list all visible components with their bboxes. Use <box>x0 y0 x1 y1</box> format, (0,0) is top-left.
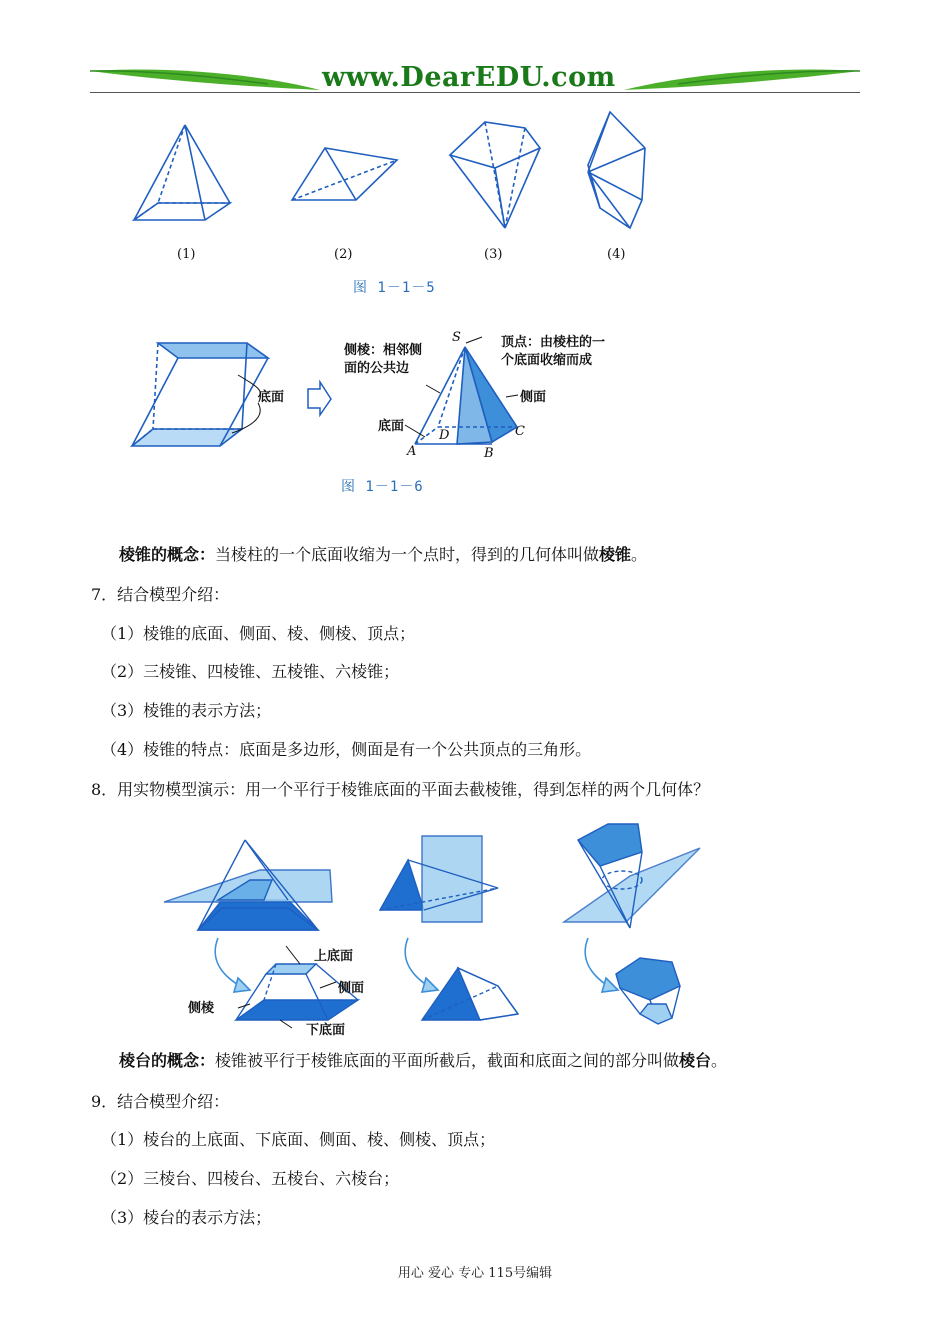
inverted-cut-plane-icon <box>564 824 700 928</box>
pyramid-2-icon <box>292 148 397 200</box>
period: 。 <box>711 1051 728 1070</box>
pyramid-concept-body: 当棱柱的一个底面收缩为一个点时，得到的几何体叫做 <box>215 545 600 564</box>
item-7: 7．结合模型介绍： <box>91 585 230 604</box>
pyramid-concept-paragraph <box>119 545 647 565</box>
frustum-concept-body: 棱锥被平行于棱锥底面的平面所截后，截面和底面之间的部分叫做 <box>215 1051 680 1070</box>
pyramid-base-label: 底面 <box>378 419 405 434</box>
lateral-edge-label-line1: 侧棱：相邻侧 <box>344 343 423 358</box>
vertex-d-label: D <box>439 428 450 443</box>
pyramid-4-icon <box>588 112 645 228</box>
vertex-a-label: A <box>407 444 417 459</box>
pyramid-shapes-figure <box>120 110 660 240</box>
item-9-2: （2）三棱台、四棱台、五棱台、六棱台； <box>101 1169 400 1188</box>
pyramid-cut-plane-icon <box>164 840 332 930</box>
item-7-1: （1）棱锥的底面、侧面、棱、侧棱、顶点； <box>101 624 416 643</box>
frustum-concept-paragraph <box>119 1051 727 1071</box>
item-7-3: （3）棱锥的表示方法； <box>101 701 272 720</box>
logo-text: www.DearEDU.com <box>322 62 616 93</box>
item-9-1: （1）棱台的上底面、下底面、侧面、棱、侧棱、顶点； <box>101 1130 496 1149</box>
top-base-label: 上底面 <box>314 949 354 964</box>
prism-to-pyramid-figure <box>120 325 550 465</box>
figure-caption-1-1-6: 图 1－1－6 <box>341 479 424 495</box>
bottom-base-label: 下底面 <box>306 1023 346 1038</box>
pyramid-concept-end: 棱锥 <box>599 545 632 564</box>
triangular-cut-plane-icon <box>380 836 498 922</box>
frustum-side-label: 侧面 <box>338 981 365 996</box>
figure-label-3: (3) <box>484 247 503 262</box>
prism-base-label: 底面 <box>258 390 285 405</box>
item-7-2: （2）三棱锥、四棱锥、五棱锥、六棱锥； <box>101 662 400 681</box>
item-9: 9．结合模型介绍： <box>91 1092 230 1111</box>
page-footer: 用心 爱心 专心 115号编辑 <box>397 1266 553 1281</box>
pyramid-1-icon <box>134 125 230 220</box>
frustum-cut-figure <box>160 818 720 1043</box>
figure-caption-1-1-5: 图 1－1－5 <box>353 280 436 296</box>
item-9-3: （3）棱台的表示方法； <box>101 1208 272 1227</box>
prism-icon <box>132 343 268 446</box>
pyramid-3-icon <box>450 122 540 228</box>
apex-label-line1: 顶点：由棱柱的一 <box>501 335 606 350</box>
vertex-c-label: C <box>515 424 525 439</box>
frustum-concept-end: 棱台 <box>679 1051 712 1070</box>
frustum-concept-term: 棱台的概念： <box>119 1051 216 1070</box>
lateral-edge-label-line2: 面的公共边 <box>344 361 410 376</box>
apex-label-line2: 个底面收缩而成 <box>501 353 593 368</box>
figure-label-2: (2) <box>334 247 353 262</box>
vertex-b-label: B <box>484 446 494 461</box>
vertex-s-label: S <box>452 330 461 345</box>
side-face-label: 侧面 <box>520 390 547 405</box>
transform-arrow-icon <box>308 382 331 415</box>
pentagonal-frustum-icon <box>616 958 680 1024</box>
pyramid-concept-term: 棱锥的概念： <box>119 545 216 564</box>
item-8: 8．用实物模型演示：用一个平行于棱锥底面的平面去截棱锥，得到怎样的两个几何体？ <box>91 780 710 799</box>
header-divider <box>90 92 860 93</box>
period: 。 <box>631 545 648 564</box>
item-7-4: （4）棱锥的特点：底面是多边形，侧面是有一个公共顶点的三角形。 <box>101 740 592 759</box>
figure-label-4: (4) <box>607 247 626 262</box>
frustum-edge-label: 侧棱 <box>188 1001 215 1016</box>
triangular-frustum-icon <box>422 968 518 1020</box>
figure-label-1: (1) <box>177 247 196 262</box>
